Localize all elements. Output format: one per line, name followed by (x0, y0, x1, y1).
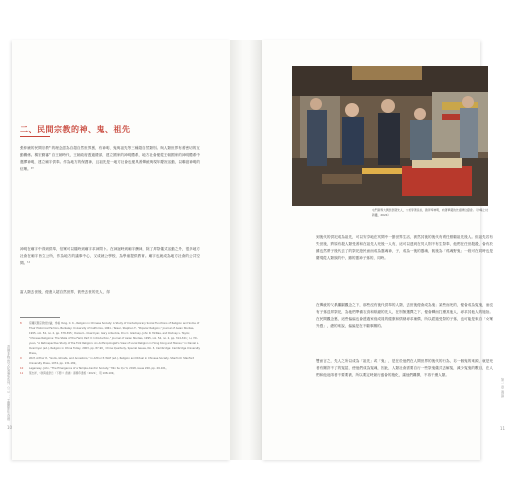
right-running-head: 第一章 導論 (500, 378, 504, 398)
footnote-number: 9 (20, 357, 22, 360)
footnote-number: 11 (20, 372, 24, 375)
right-page-number: 11 (500, 426, 506, 431)
footnote (20, 321, 202, 356)
left-paragraph-1: 張仲廉的民間宗教⁸ 的理念認為自超自然世界裏，有神明、鬼與祖先等三種超自然類別。與人類世界有著密切的互動關係。楊宏勤審⁹ 自王朝時代，王朝政府透過禮部，建立國家的神明體系，地方社會便從王朝國家的神明體系中選擇神明，建立廟宇供奉。作為地方的保護神，且祖先是一地方社會也便具著傳統與現年慶祝活動，以聯誼神明的信眾。¹⁰ (20, 146, 200, 171)
footnote-text: 有關民間宗教的討論，參看 Yang, C. K., Religion in Chinese Society: A Study of Contemporary Social Functions of Religion and Some of Their Historical Factors, Berkeley: University of California, 1961.; Teiser, Stephen F., "Popular Religion," Journal of Asian Studies, 1995, vol. 54, no. 2, pp. 378-395；Daniel L. Overmyer, Gary Arbuckle, Dru C. Gladney, John R. McRae, and Rodney L. Taylor, "Chinese Religions: The State of the Field, Part II: Introduction," Journal of Asian Studies, 1995, vol. 54, no. 2, pp. 314-321；Li, Yih-yuan, "A Retrospective Study of the Folk Religion: An Anthropologist's View of Local Religion in Hong Kong and Macau," in Daniel L. Overmyer (ed.), Religion in China Today, 2003, pp. 87-90，China Quarterly, Special Issues, No. 3, Cambridge: Cambridge University Press。 (29, 322, 201, 355)
footnote (20, 371, 202, 376)
section-title: 二、民間宗教的神、鬼、祖先 (20, 125, 131, 134)
footnote-text: Wolf, Arthur P., "Gods, Ghosts, and Ancestors," in Arthur P. Wolf (ed.), Religion and Ritual in Chinese Society, Stanford: Stanford University Press, 1974, pp. 131-182。 (29, 357, 195, 365)
ritual-photo-image (292, 66, 488, 206)
footnote-number: 8 (20, 322, 22, 325)
photo-caption: 屯門新界大興祭祭陰先人，父老穿著長衫，跪拜奉神明，向著華麗的先祖牌位獻香。（沙嘴上村新攝，2024） (372, 208, 489, 217)
left-page-number: 10 (7, 425, 13, 430)
book-gutter (230, 40, 262, 460)
section-title-rule (20, 136, 50, 137)
footnote-text: 蔡志祥，《我與祖祭日（下冊）》香港：商務印書館（2021），頁 108-109。 (29, 372, 116, 375)
left-paragraph-3: 當人類去世後，便進入超自然世界，彼些去世的先人，得 (20, 290, 110, 294)
ritual-photo (292, 66, 488, 206)
right-paragraph-3: 雙而言之，先人之所以成為「祖先」或「鬼」，是在於他們在人間世界的後代的行為，另一個鬼的來源，就是死者有關許不了的冤屈，使他們成為冤魂，因此，人類社會需要自行一些祭鬼儀式去解冤，減少冤鬼的數目，在人們和他這兩者不要要被，所以要定時最行盛會的施化，讓他們離開，不再干擾人類。 (316, 359, 493, 377)
left-paragraph-2: 神明在廟宇中得到供奉，信眾可以隨時到廟宇求神問卜。在神誕時到廟宇酬神，除了拜祭儀式活動之外，很多地方社會在廟宇旨立公所，作為地方的議事中心，又成就公學校，為學童提供教育。廟宇也就成為地方社會的公共空間。¹¹ (20, 247, 200, 265)
left-running-head: 香港非物質文化遺產系列（三）：盂蘭節在香港 (6, 345, 10, 421)
footnote (20, 356, 202, 366)
footnote-rule (20, 317, 60, 318)
footnote-text: Lagerwey, John, "The Emergence of a Temple-Centric Society," Min Su Qu Yi, 2018, issue 200, pp. 29-101。 (29, 367, 169, 370)
footnote-number: 10 (20, 367, 24, 370)
footnotes (20, 321, 202, 376)
right-paragraph-1: 到後代的供祀成為祖先，可以安享地在冥間中一節世界生活，被然其後的後代有責任照顧祖先後人。但祖先若有失世後，將原有殺人類受著和在祖先人死後一人有，這可以達到在冥人則不有生祭奉，他們在任世殺殺，會有於雖也然將子後代去了的祭祀遊民而而成為靈魂神，子，成為一後的靈魂，飢後為「孤魂野鬼」一段可在同時也是慶現從人類族的中，雖的靈神子孫的，同時。 (316, 235, 493, 260)
right-paragraph-2: 在傳統的父系繼嗣觀念之下，那些沒有後代供奉的人類，去世後便會成為鬼；某些而死的，便會成為冤鬼，而沒有子孫送拜祭祀，為他們準備衣食和紙錢的先人，在別無選擇之下，便會轉而打擾其他人，尋求其他人的施捨。在民間觀念裏，這些偏偏也會透過家庭成員的健康和情緒尋求補償，所以經過受祭的子孫，也可能是來自「女眾外感」，總的來說，偏偏是在不顧事關的。 (316, 303, 493, 328)
